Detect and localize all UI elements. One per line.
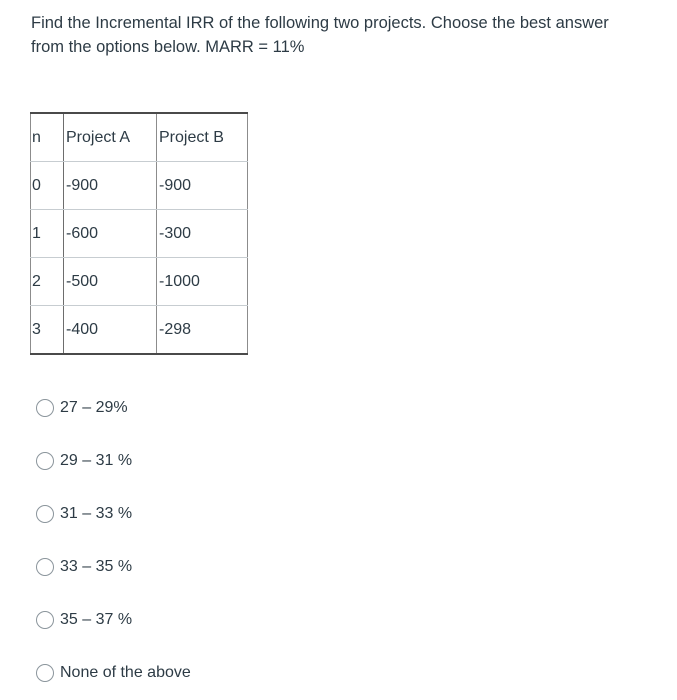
cell-project-a: -600	[64, 210, 157, 258]
cell-project-b: -900	[157, 162, 248, 210]
table-row	[31, 162, 248, 210]
cell-n: 2	[31, 258, 64, 306]
cell-project-a: -500	[64, 258, 157, 306]
cell-n: 0	[31, 162, 64, 210]
radio-button[interactable]	[36, 452, 54, 470]
answer-option-31-33[interactable]	[36, 487, 191, 540]
cell-project-b: -1000	[157, 258, 248, 306]
answer-option-35-37[interactable]	[36, 593, 191, 646]
radio-button[interactable]	[36, 399, 54, 417]
radio-button[interactable]	[36, 505, 54, 523]
option-label: 27 – 29%	[60, 398, 128, 416]
cell-project-b: -300	[157, 210, 248, 258]
option-label: 35 – 37 %	[60, 610, 133, 628]
radio-button[interactable]	[36, 558, 54, 576]
cell-n: 3	[31, 306, 64, 355]
answer-option-29-31[interactable]	[36, 434, 191, 487]
table-row	[31, 210, 248, 258]
option-label: 33 – 35 %	[60, 557, 133, 575]
table-header-row	[31, 113, 248, 162]
table-row	[31, 306, 248, 355]
header-project-b: Project B	[157, 113, 248, 162]
question-text	[31, 11, 661, 59]
table-row	[31, 258, 248, 306]
radio-button[interactable]	[36, 664, 54, 682]
question-line-2: from the options below. MARR = 11%	[31, 38, 305, 56]
cell-project-a: -400	[64, 306, 157, 355]
option-label: 29 – 31 %	[60, 451, 133, 469]
cell-n: 1	[31, 210, 64, 258]
answer-option-33-35[interactable]	[36, 540, 191, 593]
radio-button[interactable]	[36, 611, 54, 629]
option-label: 31 – 33 %	[60, 504, 133, 522]
cell-project-b: -298	[159, 320, 192, 338]
header-n: n	[31, 113, 64, 162]
cash-flow-table	[30, 112, 248, 355]
answer-options	[36, 381, 191, 699]
question-line-1: Find the Incremental IRR of the following two projects. Choose the best answer	[31, 14, 609, 32]
header-project-a: Project A	[64, 113, 157, 162]
cell-project-a: -900	[64, 162, 157, 210]
answer-option-27-29[interactable]	[36, 381, 191, 434]
option-label: None of the above	[60, 663, 191, 681]
answer-option-none[interactable]	[36, 646, 191, 699]
